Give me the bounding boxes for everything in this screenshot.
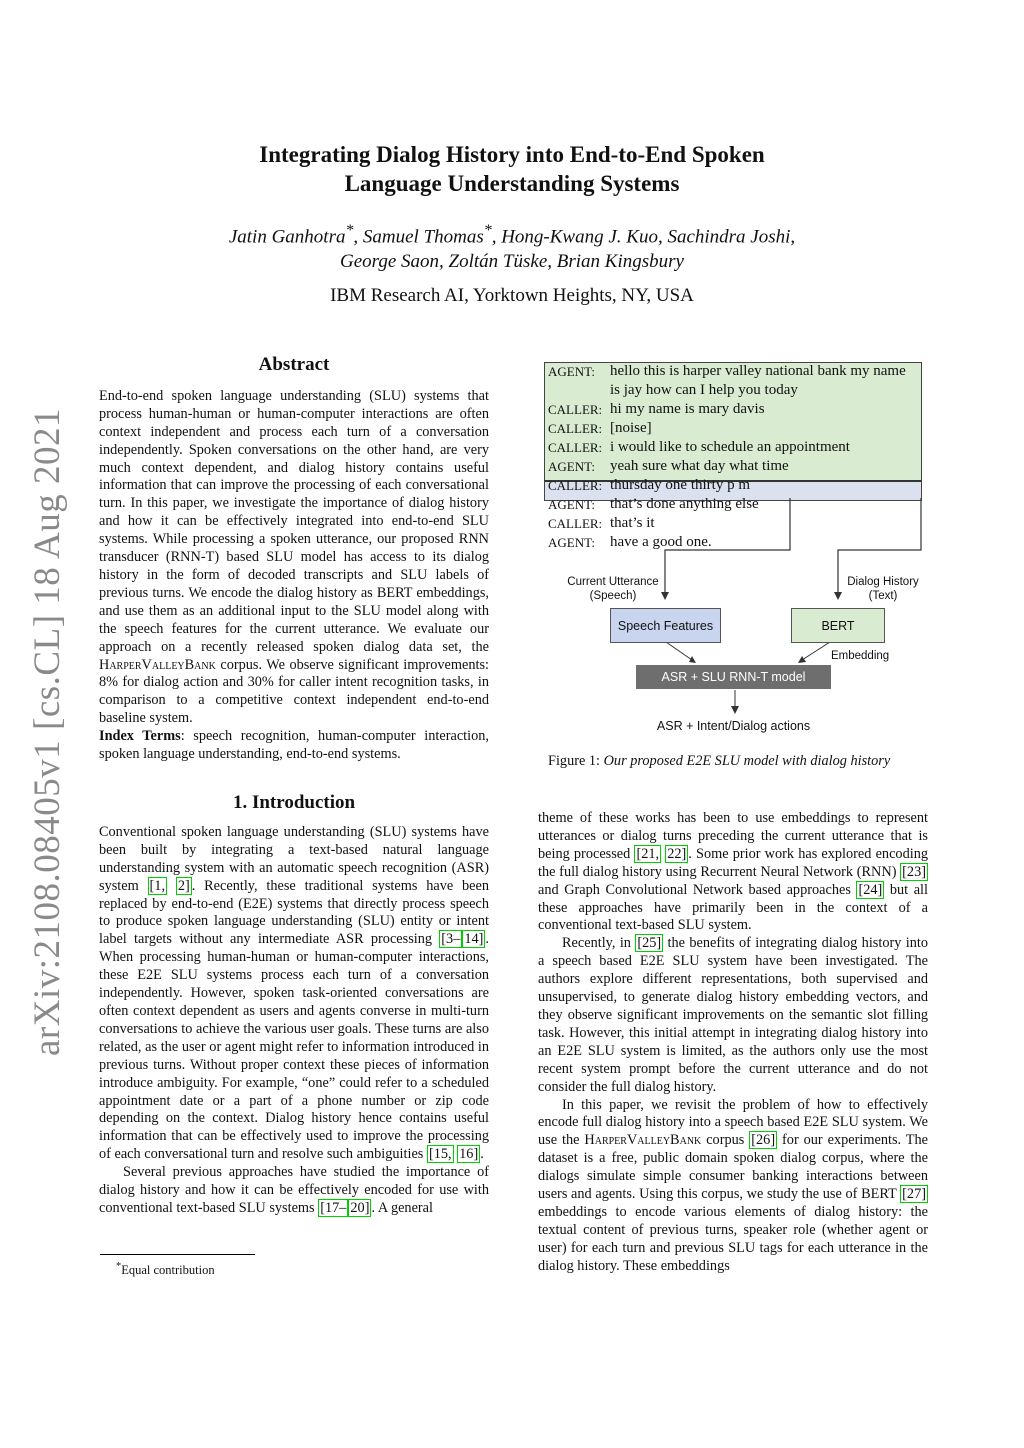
speaker-label: CALLER: — [548, 478, 603, 493]
dialog-history-label — [838, 575, 928, 603]
asr-slu-model-box: ASR + SLU RNN-T model — [636, 665, 831, 689]
speaker-label: AGENT: — [548, 459, 596, 474]
citation-link[interactable]: [15, — [428, 1146, 452, 1163]
author-list — [0, 218, 1024, 274]
body-text: corpus — [701, 1132, 750, 1149]
citation-link[interactable]: [3– — [441, 931, 461, 948]
affiliation: IBM Research AI, Yorktown Heights, NY, USA — [330, 285, 694, 306]
body-text: In this paper, we revisit the problem of how to effectively encode full dialog history into a speech based E2E SLU system. We use the — [538, 1096, 928, 1149]
dialog-turn — [544, 438, 922, 457]
abstract-body — [99, 388, 489, 728]
introduction-continued — [538, 810, 928, 1276]
citation-link[interactable]: 16] — [459, 1146, 479, 1163]
speaker-label: AGENT: — [548, 535, 596, 550]
citation-link[interactable]: 22] — [667, 845, 687, 862]
citation-link[interactable]: 14] — [464, 931, 484, 948]
corpus-name: HarperValleyBank — [99, 656, 216, 673]
speaker-label: CALLER: — [548, 402, 603, 417]
speaker-label: AGENT: — [548, 497, 596, 512]
intro-text: Several previous approaches have studied the importance of dialog history and how it can be effectively encoded for use with conventional text-based SLU systems — [99, 1164, 489, 1216]
intro-paragraph-1 — [99, 824, 489, 1164]
abstract-text-a: End-to-end spoken language understanding (SLU) systems that process human-human or human-computer interactions are often context independent and process each turn of a conversation independently. Spoken conversations on the other hand, are very much context dependent, and dialog history contains useful information that can improve the processing of each conversational turn. In this paper, we investigate the importance of dialog history and how it can be effectively integrated into end-to-end SLU systems. While processing a spoken utterance, our proposed RNN transducer (RNN-T) based SLU model has access to its dialog history in the form of decoded transcripts and SLU labels of previous turns. We encode the dialog history as BERT embeddings, and use them as an additional input to the SLU model along with the speech features for the current utterance. We evaluate our approach on a recently released spoken dialog data set, the — [99, 387, 489, 655]
intro-text: . A general — [371, 1199, 434, 1216]
corpus-name: HarperValleyBank — [584, 1132, 702, 1149]
figure-caption — [548, 753, 890, 770]
utterance-text: have a good one. — [610, 534, 712, 550]
utterance-text: that’s done anything else — [610, 496, 759, 512]
citation-link[interactable]: [26] — [751, 1132, 776, 1149]
citation-link[interactable]: [1, — [149, 877, 166, 894]
body-text: embeddings to encode various elements of dialog history: the textual content of previous turns, speaker role (whether agent or user) for each turn and previous SLU tags for each utterance in the dialog history. These embeddings — [538, 1203, 928, 1274]
intro-paragraph-2 — [99, 1164, 489, 1218]
authors-rest: , Hong-Kwang J. Kuo, Sachindra Joshi, — [491, 226, 796, 248]
title-line-2: Language Understanding Systems — [344, 171, 680, 196]
speaker-label: CALLER: — [548, 440, 603, 455]
paper-title — [0, 140, 1024, 198]
dialog-turn — [544, 457, 922, 476]
arrowhead — [798, 656, 806, 663]
arrowhead — [731, 706, 739, 714]
utterance-text: hi my name is mary davis — [610, 401, 765, 417]
current-utterance-label-1: Current Utterance — [567, 576, 659, 588]
intro-text: . Recently, these traditional systems have been replaced by end-to-end (E2E) systems that directly process speech to produce spoken language understanding (SLU) entity or intent label targets without any intermediate ASR processing — [99, 877, 490, 948]
index-terms — [99, 728, 489, 764]
bert-box: BERT — [791, 608, 885, 643]
citation-link[interactable]: [23] — [902, 863, 926, 880]
current-utterance-label — [563, 575, 663, 603]
footnote-rule — [100, 1254, 255, 1255]
figure-caption-text: Our proposed E2E SLU model with dialog history — [603, 753, 891, 769]
arxiv-stamp: arXiv:2108.08405v1 [cs.CL] 18 Aug 2021 — [27, 408, 68, 1056]
citation-link[interactable]: [21, — [636, 845, 660, 862]
body-text: the benefits of integrating dialog history into a speech based E2E SLU system have been investigated. The authors explore different representations, both supervised and unsupervised, to generate dialog history embedding vectors, and they observe significant improvements on the semantic slot filling task. However, this initial attempt in integrating dialog history into an E2E SLU system is limited, as the authors only use the most recent system prompt before the current utterance and do not consider the full dialog history. — [538, 935, 928, 1095]
current-utterance-arrow — [665, 498, 790, 596]
index-terms-label: Index Terms — [99, 728, 181, 745]
footnote — [116, 1261, 215, 1278]
right-paragraph-2 — [538, 935, 928, 1096]
footnote-text: Equal contribution — [121, 1263, 215, 1278]
dialog-turn — [544, 419, 922, 438]
author-2: , Samuel Thomas — [353, 226, 484, 248]
speech-features-box: Speech Features — [610, 608, 721, 643]
equal-contribution-mark-1: * — [345, 222, 354, 239]
current-utterance-label-2: (Speech) — [589, 590, 637, 602]
citation-link[interactable]: [17– — [320, 1199, 347, 1216]
utterance-text: [noise] — [610, 420, 652, 436]
dialog-turn — [544, 362, 922, 400]
author-1: Jatin Ganhotra — [228, 226, 346, 248]
intro-text: Conventional spoken language understanding (SLU) systems have been built by integrating a text-based natural language understanding system with an automatic speech recognition (ASR) system — [99, 823, 489, 894]
figure-caption-prefix: Figure 1: — [548, 753, 604, 769]
abstract-section — [99, 356, 489, 764]
footnote-mark: * — [116, 1261, 122, 1272]
right-paragraph-3 — [538, 1097, 928, 1276]
intro-text: . — [480, 1146, 484, 1163]
authors-line-2: George Saon, Zoltán Tüske, Brian Kingsbury — [340, 251, 684, 273]
citation-link[interactable]: [24] — [858, 881, 883, 898]
abstract-text-b: corpus. We observe significant improvements: 8% for dialog action and 30% for caller intent recognition tasks, in comparison to a competitive context independent end-to-end baseline system. — [99, 656, 489, 727]
introduction-section — [99, 794, 489, 1218]
body-text: Recently, in — [562, 935, 636, 952]
citation-link[interactable]: [27] — [902, 1186, 926, 1203]
body-text: for our experiments. The dataset is a free, public domain spoken dialog corpus, where the dialogs simulate simple consumer banking interactions between users and agents. Using this corpus, we study the use of BERT — [538, 1132, 928, 1203]
body-text: and Graph Convolutional Network based approaches — [538, 881, 857, 898]
dialog-history-label-1: Dialog History — [847, 576, 919, 588]
citation-link[interactable]: 2] — [177, 877, 190, 894]
model-output-label: ASR + Intent/Dialog actions — [656, 719, 811, 733]
utterance-text: that’s it — [610, 515, 655, 531]
citation-link[interactable]: [25] — [637, 935, 662, 952]
speech-to-model-arrow — [666, 642, 692, 660]
bert-to-model-arrow — [802, 642, 830, 660]
introduction-heading: 1. Introduction — [232, 792, 356, 813]
title-line-1: Integrating Dialog History into End-to-End Spoken — [259, 142, 765, 167]
utterance-text: yeah sure what day what time — [610, 458, 789, 474]
speaker-label: AGENT: — [548, 364, 596, 379]
utterance-text: thursday one thirty p m — [610, 477, 750, 493]
body-text: . Some prior work has explored encoding the full dialog history using Recurrent Neural Network (RNN) — [538, 845, 928, 880]
citation-link[interactable]: 20] — [350, 1199, 370, 1216]
speaker-label: CALLER: — [548, 421, 603, 436]
utterance-text: i would like to schedule an appointment — [610, 439, 850, 455]
body-text: theme of these works has been to use embeddings to represent utterances or dialog turns preceding the current utterance that is being processed — [538, 810, 928, 862]
dialog-turn — [544, 400, 922, 419]
embedding-label: Embedding — [831, 650, 890, 662]
speaker-label: CALLER: — [548, 516, 603, 531]
utterance-text: hello this is harper valley national bank my name is jay how can I help you today — [610, 363, 906, 398]
dialog-history-label-2: (Text) — [868, 590, 898, 602]
arrowhead — [689, 656, 696, 663]
intro-text: . When processing human-human or human-computer interactions, these E2E SLU systems process each turn of a conversation independently. However, spoken task-oriented conversations are often context dependent as users and agents converse in multi-turn conversations to achieve the various user goals. These turns are also related, as the user or agent might refer to information introduced in previous turns. Without proper context these pieces of information introduce ambiguity. For example, “one” could refer to a scheduled appointment date or a part of a phone number or zip code depending on the context. Dialog history hence contains useful information that can be effectively used to improve the processing of each conversational turn and resolve such ambiguities — [99, 931, 489, 1163]
abstract-heading: Abstract — [258, 354, 330, 375]
body-text: but all these approaches have primarily been in the context of a conventional text-based SLU system. — [538, 881, 928, 934]
equal-contribution-mark-2: * — [483, 222, 492, 239]
index-terms-text: : speech recognition, human-computer interaction, spoken language understanding, end-to-end systems. — [99, 728, 489, 763]
right-paragraph-1 — [538, 810, 928, 935]
